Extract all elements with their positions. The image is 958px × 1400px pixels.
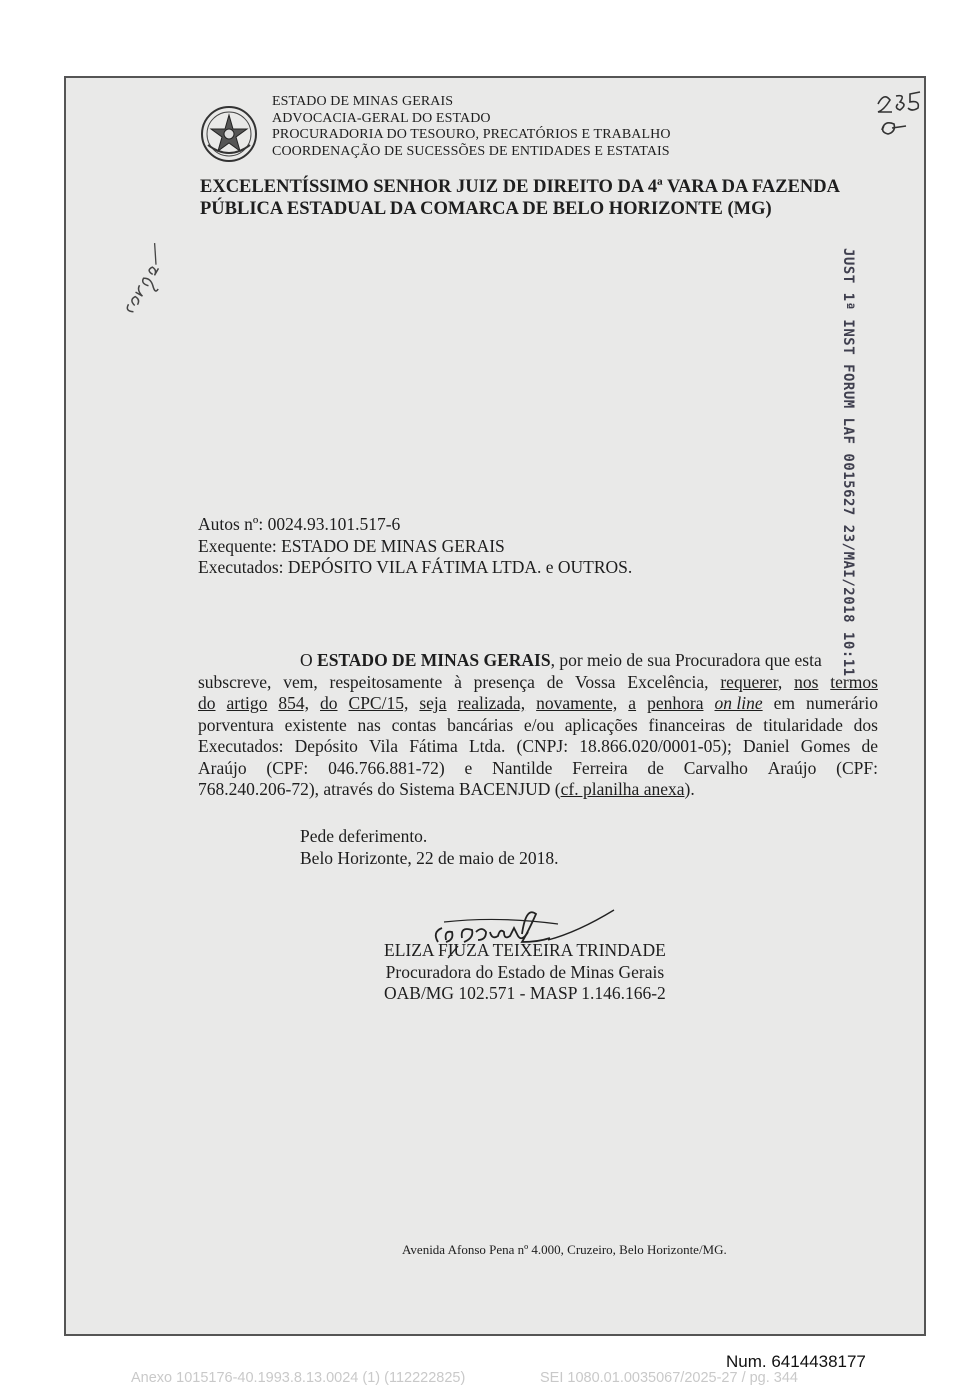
closing-request: Pede deferimento. <box>300 826 428 846</box>
body-word: Excelência, <box>627 671 709 692</box>
body-word-underlined: nos <box>794 671 819 692</box>
body-word-italic-underlined: on line <box>714 693 763 713</box>
body-word: de <box>861 736 878 756</box>
header-line-coordenacao: COORDENAÇÃO DE SUCESSÕES DE ENTIDADES E ESTATAIS <box>272 143 670 159</box>
body-subject-bold: ESTADO DE MINAS GERAIS <box>317 650 551 670</box>
addressee-line-1: EXCELENTÍSSIMO SENHOR JUIZ DE DIREITO DA 4ª VARA DA FAZENDA <box>200 177 841 197</box>
body-attachment-reference: cf. planilha anexa <box>560 779 685 799</box>
annex-reference: Anexo 1015176-40.1993.8.13.0024 (1) (112222825) <box>131 1370 466 1386</box>
body-word: Depósito <box>294 736 358 756</box>
document-number-stamp: Num. 6414438177 <box>726 1352 866 1371</box>
body-line-7-post: ). <box>684 779 695 799</box>
body-line-4 <box>198 715 878 737</box>
body-word-underlined: seja <box>419 693 447 713</box>
body-line-1-rest: , por meio de sua Procuradora que esta <box>550 650 822 670</box>
body-word-underlined: artigo <box>226 693 268 713</box>
body-word: de <box>546 671 564 692</box>
body-line-7-pre: 768.240.206-72), através do Sistema BACENJUD ( <box>198 779 561 799</box>
body-word: presença <box>473 671 535 692</box>
body-word: Araújo <box>198 757 247 778</box>
body-word: porventura <box>198 714 274 735</box>
body-line-5 <box>198 736 878 758</box>
body-word: (CNPJ: <box>516 736 569 756</box>
body-word: Araújo <box>767 757 817 778</box>
body-word: titularidade <box>763 714 843 735</box>
body-word: existente <box>284 714 347 735</box>
body-word-underlined: penhora <box>647 693 704 713</box>
body-word-underlined: 854, <box>278 693 309 713</box>
protocol-stamp-text: JUST 1ª INST FORUM LAF 0015627 23/MAI/2018 10:11 <box>840 248 856 677</box>
body-word: Ferreira <box>572 757 628 778</box>
body-word-underlined: novamente, <box>536 693 618 713</box>
header-line-agency: ADVOCACIA-GERAL DO ESTADO <box>272 110 491 126</box>
signatory-role: Procuradora do Estado de Minas Gerais <box>385 961 665 982</box>
signature-block <box>384 940 666 1005</box>
closing-place-date: Belo Horizonte, 22 de maio de 2018. <box>300 847 559 868</box>
addressee-heading <box>200 176 890 220</box>
body-word: numerário <box>806 693 878 713</box>
body-word: subscreve, <box>198 671 272 692</box>
body-word-underlined: do <box>198 693 216 713</box>
case-debtors: Executados: DEPÓSITO VILA FÁTIMA LTDA. e OUTROS. <box>198 557 633 577</box>
body-word: nas <box>357 714 381 735</box>
body-word: (CPF: <box>266 757 309 778</box>
body-word: vem, <box>283 671 318 692</box>
handwritten-page-number <box>872 86 926 146</box>
case-number: Autos nº: 0024.93.101.517-6 <box>198 514 401 534</box>
body-word: Vossa <box>575 671 616 692</box>
scanned-document-page <box>64 76 926 1336</box>
addressee-line-2: PÚBLICA ESTADUAL DA COMARCA DE BELO HORIZONTE (MG) <box>200 199 772 219</box>
body-word-underlined: realizada, <box>457 693 526 713</box>
signatory-name: ELIZA FIUZA TEIXEIRA TRINDADE <box>384 940 666 960</box>
header-line-state: ESTADO DE MINAS GERAIS <box>272 94 454 109</box>
body-word: Gomes <box>800 736 851 756</box>
body-word: à <box>454 671 462 692</box>
body-word: respeitosamente <box>329 671 443 692</box>
body-word-underlined: CPC/15, <box>348 693 409 713</box>
body-word: (CPF: <box>836 757 878 778</box>
body-word: dos <box>853 714 878 735</box>
body-word: Daniel <box>742 736 790 756</box>
body-word-underlined: a <box>628 693 637 713</box>
body-line-2 <box>198 672 878 694</box>
body-word: de <box>647 757 664 778</box>
signatory-registration: OAB/MG 102.571 - MASP 1.146.166-2 <box>384 983 666 1003</box>
protocol-stamp <box>830 248 860 677</box>
petition-body-paragraph <box>198 650 878 801</box>
body-line-7 <box>198 779 878 801</box>
body-word: Nantilde <box>492 757 553 778</box>
body-word: de <box>735 714 753 735</box>
body-word: bancárias <box>447 714 514 735</box>
body-word: Ltda. <box>468 736 506 756</box>
body-word: contas <box>391 714 437 735</box>
sei-process-reference: SEI 1080.01.0035067/2025-27 / pg. 344 <box>540 1370 798 1386</box>
header-line-procuradoria: PROCURADORIA DO TESOURO, PRECATÓRIOS E TRABALHO <box>272 127 671 142</box>
body-word: 18.866.020/0001-05); <box>579 736 732 756</box>
body-word: 046.766.881-72) <box>328 757 445 778</box>
body-word: Carvalho <box>683 757 748 778</box>
body-word: Executados: <box>198 736 284 756</box>
closing-block <box>300 826 559 869</box>
body-word: financeiras <box>648 714 726 735</box>
body-line-3 <box>198 693 878 715</box>
case-information <box>198 514 632 579</box>
body-lead-text: O <box>300 650 318 670</box>
body-word: aplicações <box>564 714 638 735</box>
handwritten-margin-note <box>106 242 186 322</box>
body-word: Vila <box>368 736 399 756</box>
body-line-6 <box>198 758 878 780</box>
body-word: e <box>464 757 473 778</box>
body-word: e/ou <box>523 714 555 735</box>
body-word-underlined: do <box>320 693 338 713</box>
body-word-underlined: termos <box>830 671 878 692</box>
body-word-underlined: requerer, <box>720 671 783 692</box>
body-word: em <box>773 693 796 713</box>
footer-address: Avenida Afonso Pena nº 4.000, Cruzeiro, Belo Horizonte/MG. <box>402 1242 727 1257</box>
state-coat-of-arms-seal <box>200 105 258 163</box>
case-creditor: Exequente: ESTADO DE MINAS GERAIS <box>198 535 505 556</box>
body-word: Fátima <box>409 736 458 756</box>
institution-header <box>272 94 671 160</box>
body-line-1 <box>198 650 878 672</box>
